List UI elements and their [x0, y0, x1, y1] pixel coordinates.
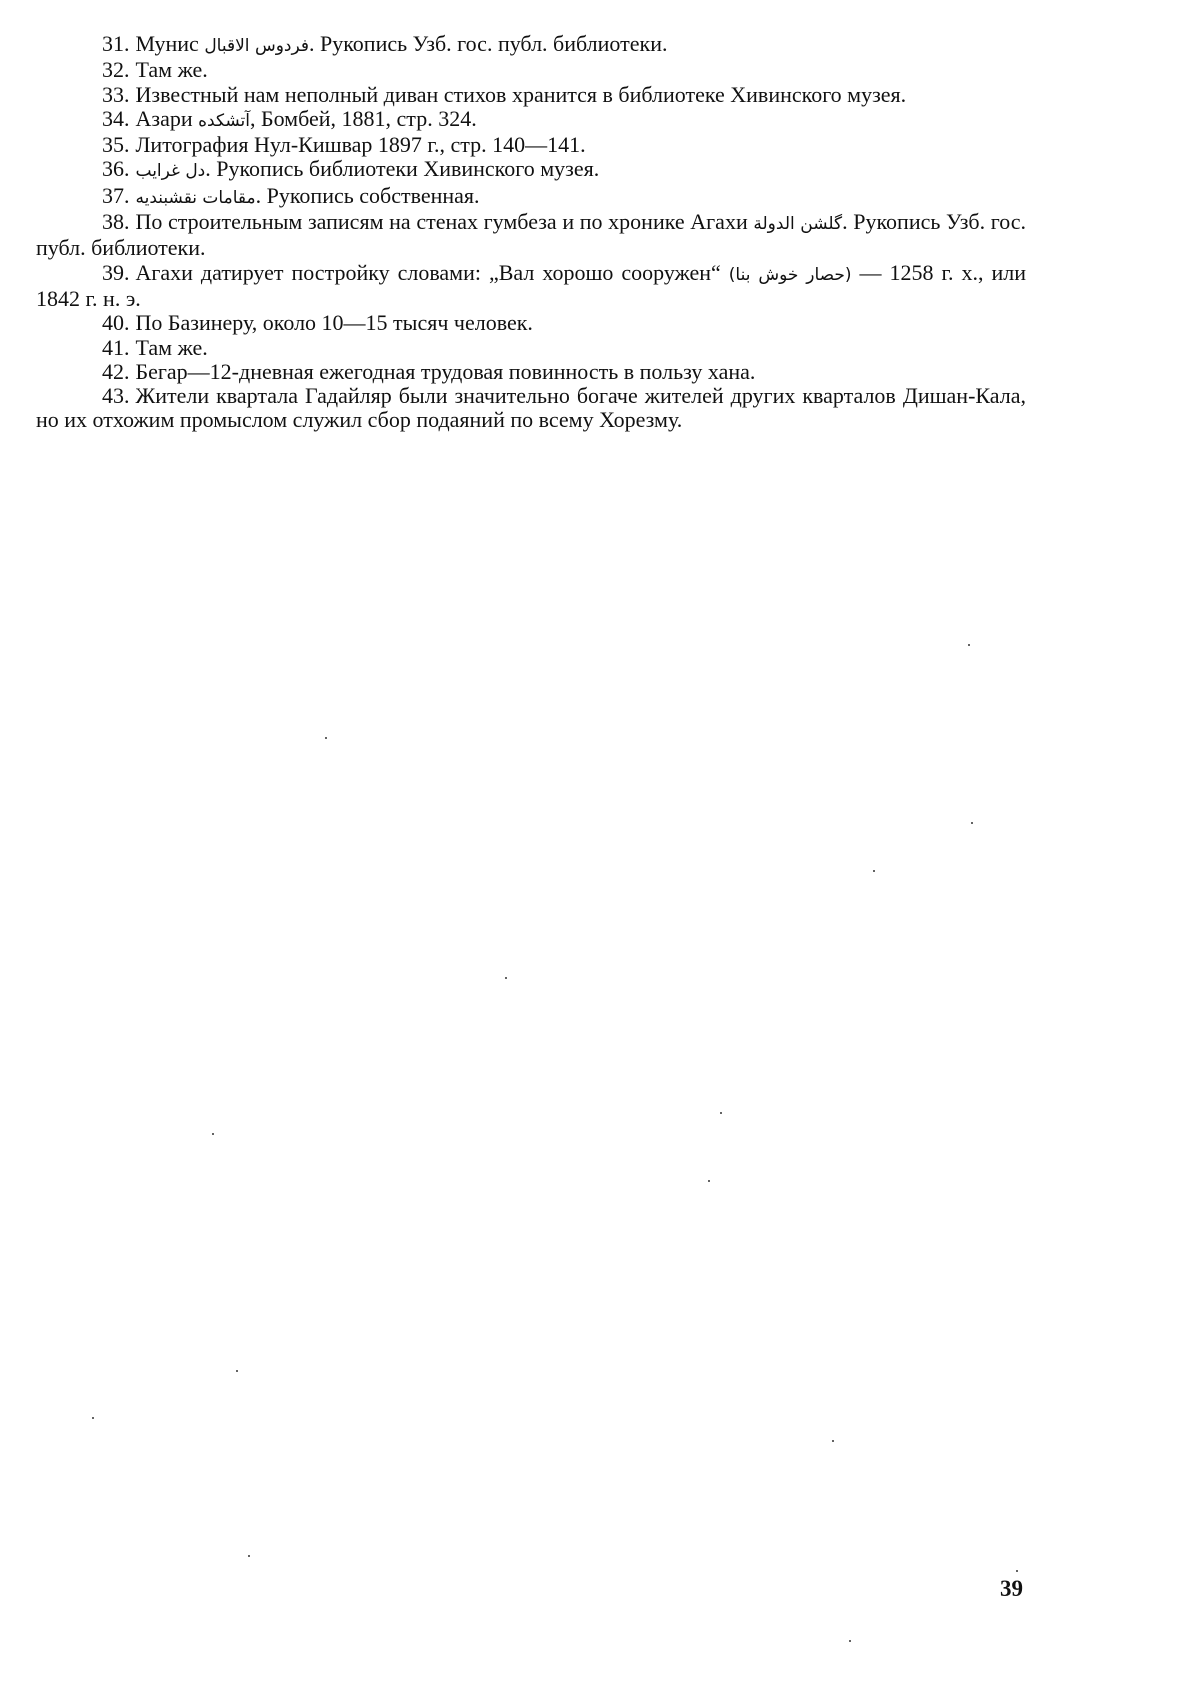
- footnote-text: Мунис: [135, 31, 199, 56]
- footnote-text: Известный нам неполный диван стихов хранится в библиотеке Хивинского музея.: [135, 81, 907, 107]
- footnote-text: . Рукопись собственная.: [255, 182, 480, 208]
- footnote-arabic-title: دل غرایب: [135, 161, 206, 182]
- footnote-text: . Рукопись Узб. гос. публ. библиотеки.: [308, 31, 668, 56]
- scan-speck: [708, 1180, 710, 1182]
- footnote-35: [36, 133, 1026, 157]
- footnote-37: [36, 184, 1026, 210]
- footnote-arabic-title: گلشن الدولة: [753, 214, 843, 235]
- scan-speck: [92, 1417, 94, 1419]
- scan-speck: [832, 1440, 834, 1442]
- footnote-number: 32.: [102, 57, 130, 83]
- scan-speck: [971, 822, 973, 824]
- footnote-32: [36, 58, 1026, 82]
- footnote-33: [36, 83, 1026, 107]
- scan-speck: [1016, 1570, 1018, 1572]
- footnote-text: . Рукопись библиотеки Хивинского музея.: [205, 156, 600, 182]
- footnote-text: Бегар—12-дневная ежегодная трудовая повинность в пользу хана.: [135, 358, 756, 384]
- scan-speck: [849, 1640, 851, 1642]
- footnote-number: 37.: [102, 182, 130, 208]
- footnote-number: 39.: [102, 259, 130, 285]
- footnote-arabic-title: آتشکده: [198, 110, 250, 131]
- footnote-number: 31.: [102, 31, 130, 56]
- footnote-arabic-title: فردوس الاقبال: [204, 36, 309, 56]
- scan-speck: [248, 1555, 250, 1557]
- footnote-arabic-title: (حصار خوش بنا): [728, 264, 852, 285]
- footnote-number: 41.: [102, 334, 130, 360]
- footnote-number: 42.: [102, 358, 130, 384]
- footnotes-list: [36, 32, 1026, 433]
- footnote-number: 34.: [102, 105, 130, 131]
- footnote-text: Азари: [135, 105, 193, 131]
- footnote-text: . Рукопись Узб. гос. публ. библиотеки.: [36, 209, 1027, 261]
- footnote-38: [36, 210, 1026, 261]
- scan-speck: [325, 737, 327, 739]
- footnote-number: 36.: [102, 156, 130, 182]
- footnote-text: — 1258 г. х., или 1842 г. н. э.: [36, 259, 1027, 311]
- scan-speck: [720, 1112, 722, 1114]
- footnote-number: 33.: [102, 81, 130, 107]
- footnote-number: 35.: [102, 132, 130, 158]
- footnote-41: [36, 336, 1026, 360]
- scan-speck: [968, 644, 970, 646]
- scan-speck: [505, 977, 507, 979]
- footnote-text: Жители квартала Гадайляр были значительно богаче жителей других кварталов Дишан-Кала, но их отхожим промыслом служил сбор подаяний по всему Хорезму.: [36, 383, 1026, 433]
- footnote-text: По строительным записям на стенах гумбеза и по хронике Агахи: [135, 209, 748, 235]
- footnote-31: [36, 32, 1026, 58]
- scan-speck: [873, 870, 875, 872]
- footnote-36: [36, 157, 1026, 183]
- footnote-43: [36, 384, 1026, 433]
- scan-speck: [236, 1370, 238, 1372]
- footnote-number: 38.: [102, 209, 130, 235]
- footnote-text: , Бомбей, 1881, стр. 324.: [249, 105, 477, 131]
- footnote-text: Там же.: [135, 334, 208, 360]
- footnote-number: 43.: [102, 383, 130, 409]
- footnote-arabic-title: مقامات نقشبندیه: [135, 187, 256, 208]
- footnote-text: Литография Нул-Кишвар 1897 г., стр. 140—141.: [135, 132, 586, 158]
- footnote-39: [36, 261, 1026, 312]
- scan-speck: [212, 1133, 214, 1135]
- footnote-40: [36, 311, 1026, 335]
- footnote-42: [36, 360, 1026, 384]
- footnote-text: По Базинеру, около 10—15 тысяч человек.: [135, 310, 533, 336]
- footnote-34: [36, 107, 1026, 133]
- footnote-text: Агахи датирует постройку словами: „Вал хорошо сооружен“: [135, 259, 721, 285]
- page-number: 39: [1000, 1576, 1023, 1601]
- footnote-number: 40.: [102, 310, 130, 336]
- footnote-text: Там же.: [135, 57, 208, 83]
